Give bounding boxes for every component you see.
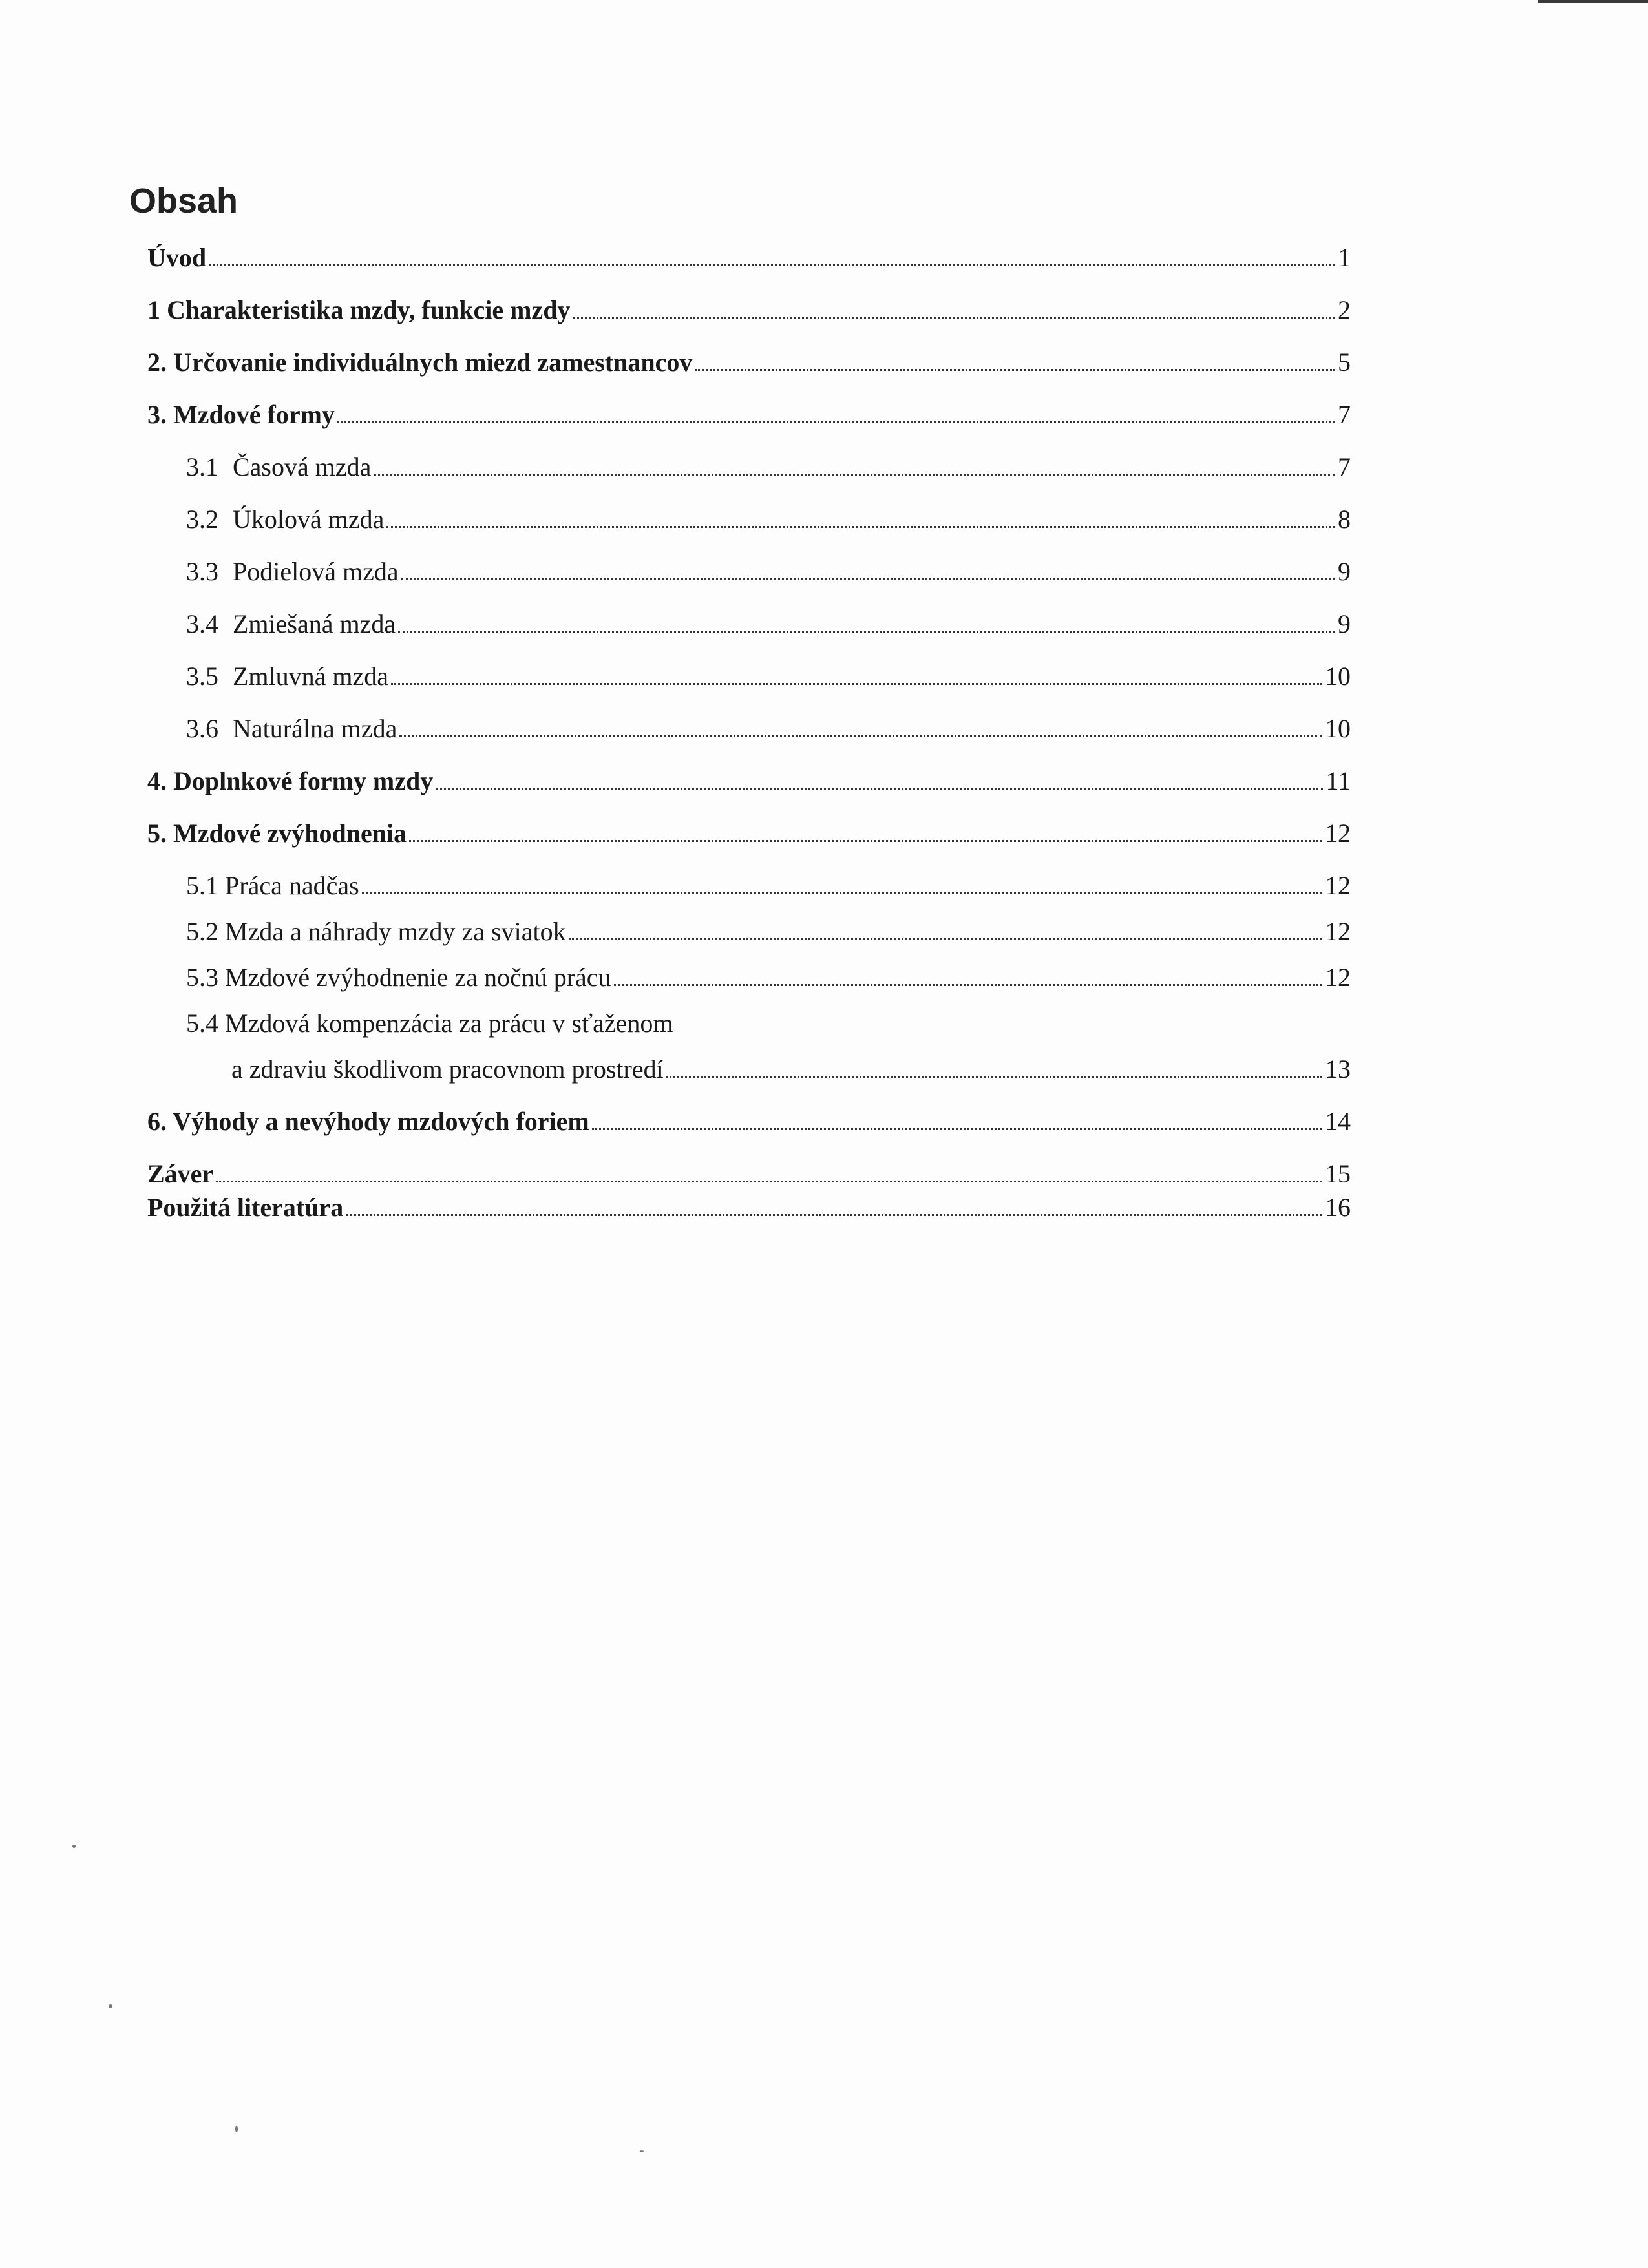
toc-entry-section-3-3 bbox=[147, 556, 1351, 587]
toc-entry-number: 3.5 bbox=[186, 662, 218, 691]
toc-entry-page: 11 bbox=[1326, 766, 1351, 795]
toc-entry-title: 2. Určovanie individuálnych miezd zamestnancov bbox=[147, 348, 693, 377]
toc-entry-title: 6. Výhody a nevýhody mzdových foriem bbox=[147, 1107, 589, 1136]
toc-entry-section-5-2 bbox=[147, 916, 1351, 947]
toc-entry-section-5-1 bbox=[147, 870, 1351, 901]
toc-entry-page: 1 bbox=[1338, 243, 1351, 272]
dot-leader bbox=[216, 1181, 1322, 1182]
toc-entry-section-3-4 bbox=[147, 609, 1351, 640]
toc-entry-title: Použitá literatúra bbox=[147, 1193, 344, 1222]
dot-leader bbox=[666, 1076, 1322, 1078]
dot-leader bbox=[362, 892, 1322, 894]
toc-entry-chapter-3 bbox=[147, 399, 1351, 430]
toc-entry-number: 3.2 bbox=[186, 505, 218, 534]
toc-entry-section-5-3 bbox=[147, 962, 1351, 993]
toc-entry-title: Záver bbox=[147, 1159, 214, 1188]
toc-entry-page: 9 bbox=[1338, 557, 1351, 586]
toc-entry-page: 12 bbox=[1325, 963, 1351, 992]
toc-entry-page: 16 bbox=[1325, 1193, 1351, 1222]
toc-entry-page: 12 bbox=[1325, 917, 1351, 946]
toc-entry-page: 7 bbox=[1338, 452, 1351, 481]
toc-entry-title: 5.4 Mzdová kompenzácia za prácu v sťaženom bbox=[186, 1009, 673, 1038]
toc-entry-title: Naturálna mzda bbox=[233, 714, 397, 743]
toc-entry-title: Podielová mzda bbox=[233, 557, 399, 586]
dot-leader bbox=[337, 421, 1335, 423]
toc-entry-page: 8 bbox=[1338, 505, 1351, 534]
toc-heading: Obsah bbox=[129, 182, 238, 220]
toc-entry-title: Zmiešaná mzda bbox=[233, 609, 396, 638]
toc-entry-title: Úkolová mzda bbox=[233, 505, 385, 534]
dot-leader bbox=[346, 1214, 1322, 1216]
toc-entry-page: 10 bbox=[1325, 662, 1351, 691]
toc-entry-page: 14 bbox=[1325, 1107, 1351, 1136]
toc-entry-page: 9 bbox=[1338, 609, 1351, 638]
toc-entry-page: 15 bbox=[1325, 1159, 1351, 1188]
toc-entry-number: 3.1 bbox=[186, 452, 218, 481]
table-of-contents bbox=[147, 242, 1351, 1244]
scan-edge-mark bbox=[1538, 0, 1648, 3]
toc-entry-title: Časová mzda bbox=[233, 452, 372, 481]
dot-leader bbox=[569, 938, 1322, 940]
toc-entry-title: Úvod bbox=[147, 243, 207, 272]
toc-entry-section-3-2 bbox=[147, 504, 1351, 535]
toc-entry-uvod bbox=[147, 242, 1351, 273]
dot-leader bbox=[614, 984, 1322, 986]
toc-entry-section-5-4-continued bbox=[147, 1054, 1351, 1085]
dot-leader bbox=[399, 735, 1322, 737]
scan-speck bbox=[72, 1845, 76, 1848]
toc-entry-zaver bbox=[147, 1159, 1351, 1190]
dot-leader bbox=[592, 1128, 1322, 1130]
toc-entry-title: 3. Mzdové formy bbox=[147, 400, 335, 429]
toc-entry-page: 5 bbox=[1338, 348, 1351, 377]
toc-entry-page: 10 bbox=[1325, 714, 1351, 743]
toc-entry-page: 13 bbox=[1325, 1055, 1351, 1084]
dot-leader bbox=[374, 474, 1335, 476]
toc-entry-number: 3.3 bbox=[186, 557, 218, 586]
dot-leader bbox=[209, 264, 1335, 266]
toc-entry-title: Zmluvná mzda bbox=[233, 662, 389, 691]
toc-entry-section-3-6 bbox=[147, 713, 1351, 744]
scan-speck bbox=[640, 2150, 644, 2152]
scan-speck bbox=[235, 2126, 238, 2132]
dot-leader bbox=[398, 631, 1335, 633]
toc-entry-chapter-2 bbox=[147, 347, 1351, 378]
toc-entry-section-5-4 bbox=[147, 1008, 1351, 1039]
dot-leader bbox=[401, 578, 1335, 580]
toc-entry-chapter-1 bbox=[147, 295, 1351, 326]
dot-leader bbox=[391, 683, 1322, 685]
toc-entry-section-3-1 bbox=[147, 452, 1351, 483]
toc-entry-title: a zdraviu škodlivom pracovnom prostredí bbox=[231, 1055, 664, 1084]
toc-entry-title: 5.1 Práca nadčas bbox=[186, 871, 359, 900]
dot-leader bbox=[436, 788, 1323, 790]
toc-entry-page: 12 bbox=[1325, 819, 1351, 848]
toc-entry-section-3-5 bbox=[147, 661, 1351, 692]
toc-entry-chapter-5 bbox=[147, 818, 1351, 849]
toc-entry-number: 3.4 bbox=[186, 609, 218, 638]
toc-entry-page: 7 bbox=[1338, 400, 1351, 429]
toc-entry-number: 3.6 bbox=[186, 714, 218, 743]
toc-entry-page: 2 bbox=[1338, 295, 1351, 324]
toc-entry-chapter-6 bbox=[147, 1106, 1351, 1137]
toc-entry-chapter-4 bbox=[147, 766, 1351, 797]
toc-entry-page: 12 bbox=[1325, 871, 1351, 900]
toc-entry-title: 5.3 Mzdové zvýhodnenie za nočnú prácu bbox=[186, 963, 611, 992]
toc-entry-title: 1 Charakteristika mzdy, funkcie mzdy bbox=[147, 295, 571, 324]
scan-speck bbox=[109, 2004, 112, 2008]
toc-entry-literatura bbox=[147, 1192, 1351, 1223]
toc-entry-title: 4. Doplnkové formy mzdy bbox=[147, 766, 434, 795]
toc-entry-title: 5.2 Mzda a náhrady mzdy za sviatok bbox=[186, 917, 566, 946]
dot-leader bbox=[695, 369, 1335, 371]
dot-leader bbox=[386, 526, 1335, 528]
dot-leader bbox=[573, 317, 1335, 319]
toc-entry-title: 5. Mzdové zvýhodnenia bbox=[147, 819, 407, 848]
dot-leader bbox=[409, 840, 1322, 842]
